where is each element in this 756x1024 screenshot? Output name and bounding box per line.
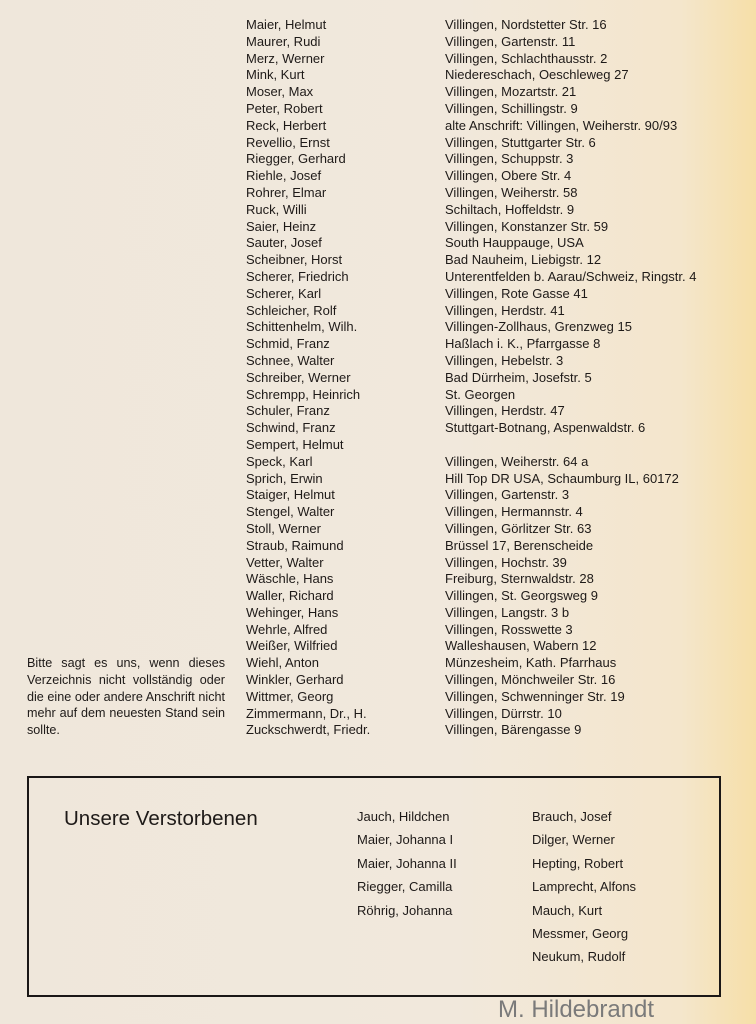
member-row xyxy=(0,571,756,588)
member-address: Villingen, Mönchweiler Str. 16 xyxy=(445,672,616,688)
deceased-name: Dilger, Werner xyxy=(532,832,615,848)
member-address: Villingen, Hebelstr. 3 xyxy=(445,352,564,368)
member-name: Wiehl, Anton xyxy=(246,655,319,671)
member-address: Münzesheim, Kath. Pfarrhaus xyxy=(445,655,617,671)
member-name: Weißer, Wilfried xyxy=(246,638,338,654)
member-address: Villingen, Weiherstr. 58 xyxy=(445,184,578,200)
member-address: Villingen, Mozartstr. 21 xyxy=(445,84,577,100)
member-name: Moser, Max xyxy=(246,84,314,100)
deceased-name: Messmer, Georg xyxy=(532,925,629,941)
member-row xyxy=(0,370,756,387)
member-name: Schittenhelm, Wilh. xyxy=(246,319,358,335)
member-address: Villingen, Obere Str. 4 xyxy=(445,168,572,184)
member-address: Villingen-Zollhaus, Grenzweg 15 xyxy=(445,319,632,335)
member-name: Merz, Werner xyxy=(246,50,325,66)
member-address: Brüssel 17, Berenscheide xyxy=(445,537,594,553)
deceased-name: Brauch, Josef xyxy=(532,809,612,824)
member-name: Wittmer, Georg xyxy=(246,688,334,704)
member-row xyxy=(0,34,756,51)
deceased-box xyxy=(27,776,721,997)
member-row xyxy=(0,101,756,118)
member-name: Riehle, Josef xyxy=(246,168,322,184)
member-row xyxy=(0,151,756,168)
member-address: Villingen, Langstr. 3 b xyxy=(445,604,570,620)
member-address: Villingen, Nordstetter Str. 16 xyxy=(445,17,607,32)
member-list xyxy=(0,17,756,739)
member-address: Villingen, Gartenstr. 3 xyxy=(445,487,570,503)
member-name: Wehinger, Hans xyxy=(246,604,339,620)
member-address: Villingen, Schillingstr. 9 xyxy=(445,100,578,116)
deceased-column-2 xyxy=(532,809,636,973)
member-address: Bad Nauheim, Liebigstr. 12 xyxy=(445,252,602,268)
member-name: Stengel, Walter xyxy=(246,504,335,520)
member-address: Walleshausen, Wabern 12 xyxy=(445,638,597,654)
member-row xyxy=(0,219,756,236)
member-address: Villingen, St. Georgsweg 9 xyxy=(445,588,598,604)
member-row xyxy=(0,454,756,471)
member-name: Sprich, Erwin xyxy=(246,470,323,486)
deceased-name: Maier, Johanna I xyxy=(357,832,454,848)
member-name: Revellio, Ernst xyxy=(246,134,330,150)
member-row xyxy=(0,118,756,135)
member-address: Villingen, Rosswette 3 xyxy=(445,621,573,637)
member-name: Schrempp, Heinrich xyxy=(246,386,361,402)
member-name: Zuckschwerdt, Friedr. xyxy=(246,722,371,738)
member-address: Bad Dürrheim, Josefstr. 5 xyxy=(445,369,592,385)
member-address: Villingen, Hochstr. 39 xyxy=(445,554,567,570)
update-note: Bitte sagt es uns, wenn dieses Verzeichnis nicht vollständig oder die eine oder andere Anschrift nicht mehr auf dem neuesten Stand sein sollte. xyxy=(27,656,225,738)
member-row xyxy=(0,67,756,84)
member-row xyxy=(0,269,756,286)
member-row xyxy=(0,252,756,269)
member-row xyxy=(0,487,756,504)
member-row xyxy=(0,202,756,219)
deceased-column-1 xyxy=(357,809,457,926)
member-name: Schwind, Franz xyxy=(246,420,336,436)
member-row xyxy=(0,336,756,353)
member-name: Straub, Raimund xyxy=(246,537,344,553)
member-row xyxy=(0,303,756,320)
deceased-name: Neukum, Rudolf xyxy=(532,949,626,965)
member-row xyxy=(0,185,756,202)
member-address: Villingen, Bärengasse 9 xyxy=(445,722,582,738)
member-address: alte Anschrift: Villingen, Weiherstr. 90/93 xyxy=(445,117,678,133)
member-address: Hill Top DR USA, Schaumburg IL, 60172 xyxy=(445,470,679,486)
member-name: Schuler, Franz xyxy=(246,403,330,419)
member-address: Schiltach, Hoffeldstr. 9 xyxy=(445,201,575,217)
member-name: Wehrle, Alfred xyxy=(246,621,328,637)
member-name: Riegger, Gerhard xyxy=(246,151,346,167)
member-name: Vetter, Walter xyxy=(246,554,324,570)
member-name: Maurer, Rudi xyxy=(246,33,321,49)
member-address: South Hauppauge, USA xyxy=(445,235,584,251)
deceased-name: Jauch, Hildchen xyxy=(357,809,450,824)
member-row xyxy=(0,319,756,336)
member-name: Speck, Karl xyxy=(246,453,313,469)
member-row xyxy=(0,555,756,572)
member-row xyxy=(0,638,756,655)
member-row xyxy=(0,521,756,538)
member-name: Rohrer, Elmar xyxy=(246,184,327,200)
member-row xyxy=(0,403,756,420)
member-row xyxy=(0,135,756,152)
member-row xyxy=(0,17,756,34)
member-address: Stuttgart-Botnang, Aspenwaldstr. 6 xyxy=(445,420,646,436)
member-address: Villingen, Schuppstr. 3 xyxy=(445,151,574,167)
member-row xyxy=(0,538,756,555)
deceased-title: Unsere Verstorbenen xyxy=(64,807,258,830)
member-address: Freiburg, Sternwaldstr. 28 xyxy=(445,571,594,587)
member-name: Schleicher, Rolf xyxy=(246,302,337,318)
member-row xyxy=(0,387,756,404)
member-name: Staiger, Helmut xyxy=(246,487,335,503)
deceased-name: Riegger, Camilla xyxy=(357,879,453,895)
member-address: Villingen, Konstanzer Str. 59 xyxy=(445,218,609,234)
member-row xyxy=(0,286,756,303)
member-name: Reck, Herbert xyxy=(246,117,327,133)
member-name: Schmid, Franz xyxy=(246,336,330,352)
member-row xyxy=(0,622,756,639)
member-name: Wäschle, Hans xyxy=(246,571,334,587)
member-address: Villingen, Herdstr. 41 xyxy=(445,302,565,318)
member-row xyxy=(0,437,756,454)
member-row xyxy=(0,504,756,521)
member-address: Villingen, Schlachthausstr. 2 xyxy=(445,50,608,66)
member-address: Niedereschach, Oeschleweg 27 xyxy=(445,67,629,83)
member-name: Peter, Robert xyxy=(246,100,323,116)
member-address: Villingen, Dürrstr. 10 xyxy=(445,705,562,721)
deceased-name: Mauch, Kurt xyxy=(532,902,603,918)
member-name: Waller, Richard xyxy=(246,588,334,604)
member-address: Villingen, Gartenstr. 11 xyxy=(445,33,576,49)
member-name: Winkler, Gerhard xyxy=(246,672,344,688)
member-row xyxy=(0,51,756,68)
deceased-name: Lamprecht, Alfons xyxy=(532,879,637,895)
member-row xyxy=(0,168,756,185)
member-name: Schreiber, Werner xyxy=(246,369,351,385)
member-address: Unterentfelden b. Aarau/Schweiz, Ringstr. 4 xyxy=(445,268,697,284)
member-name: Mink, Kurt xyxy=(246,67,305,83)
member-address: Villingen, Hermannstr. 4 xyxy=(445,504,583,520)
deceased-name: Maier, Johanna II xyxy=(357,855,457,871)
member-name: Schnee, Walter xyxy=(246,352,335,368)
member-row xyxy=(0,605,756,622)
member-name: Scherer, Karl xyxy=(246,285,322,301)
watermark: M. Hildebrandt xyxy=(498,996,655,1023)
member-row xyxy=(0,84,756,101)
member-name: Maier, Helmut xyxy=(246,17,327,32)
member-name: Stoll, Werner xyxy=(246,520,321,536)
member-name: Zimmermann, Dr., H. xyxy=(246,705,367,721)
member-address: St. Georgen xyxy=(445,386,516,402)
member-row xyxy=(0,235,756,252)
member-row xyxy=(0,588,756,605)
deceased-name: Röhrig, Johanna xyxy=(357,902,453,918)
member-name: Scheibner, Horst xyxy=(246,252,343,268)
member-address: Villingen, Rote Gasse 41 xyxy=(445,285,588,301)
member-row xyxy=(0,420,756,437)
member-row xyxy=(0,353,756,370)
member-name: Sempert, Helmut xyxy=(246,436,344,452)
member-address: Villingen, Schwenninger Str. 19 xyxy=(445,688,625,704)
member-address: Villingen, Görlitzer Str. 63 xyxy=(445,520,592,536)
member-name: Ruck, Willi xyxy=(246,201,307,217)
member-name: Scherer, Friedrich xyxy=(246,268,349,284)
member-address: Haßlach i. K., Pfarrgasse 8 xyxy=(445,336,601,352)
member-name: Saier, Heinz xyxy=(246,218,317,234)
deceased-name: Hepting, Robert xyxy=(532,855,624,871)
member-address: Villingen, Stuttgarter Str. 6 xyxy=(445,134,596,150)
member-address: Villingen, Herdstr. 47 xyxy=(445,403,565,419)
member-address: Villingen, Weiherstr. 64 a xyxy=(445,453,589,469)
member-name: Sauter, Josef xyxy=(246,235,322,251)
member-row xyxy=(0,471,756,488)
